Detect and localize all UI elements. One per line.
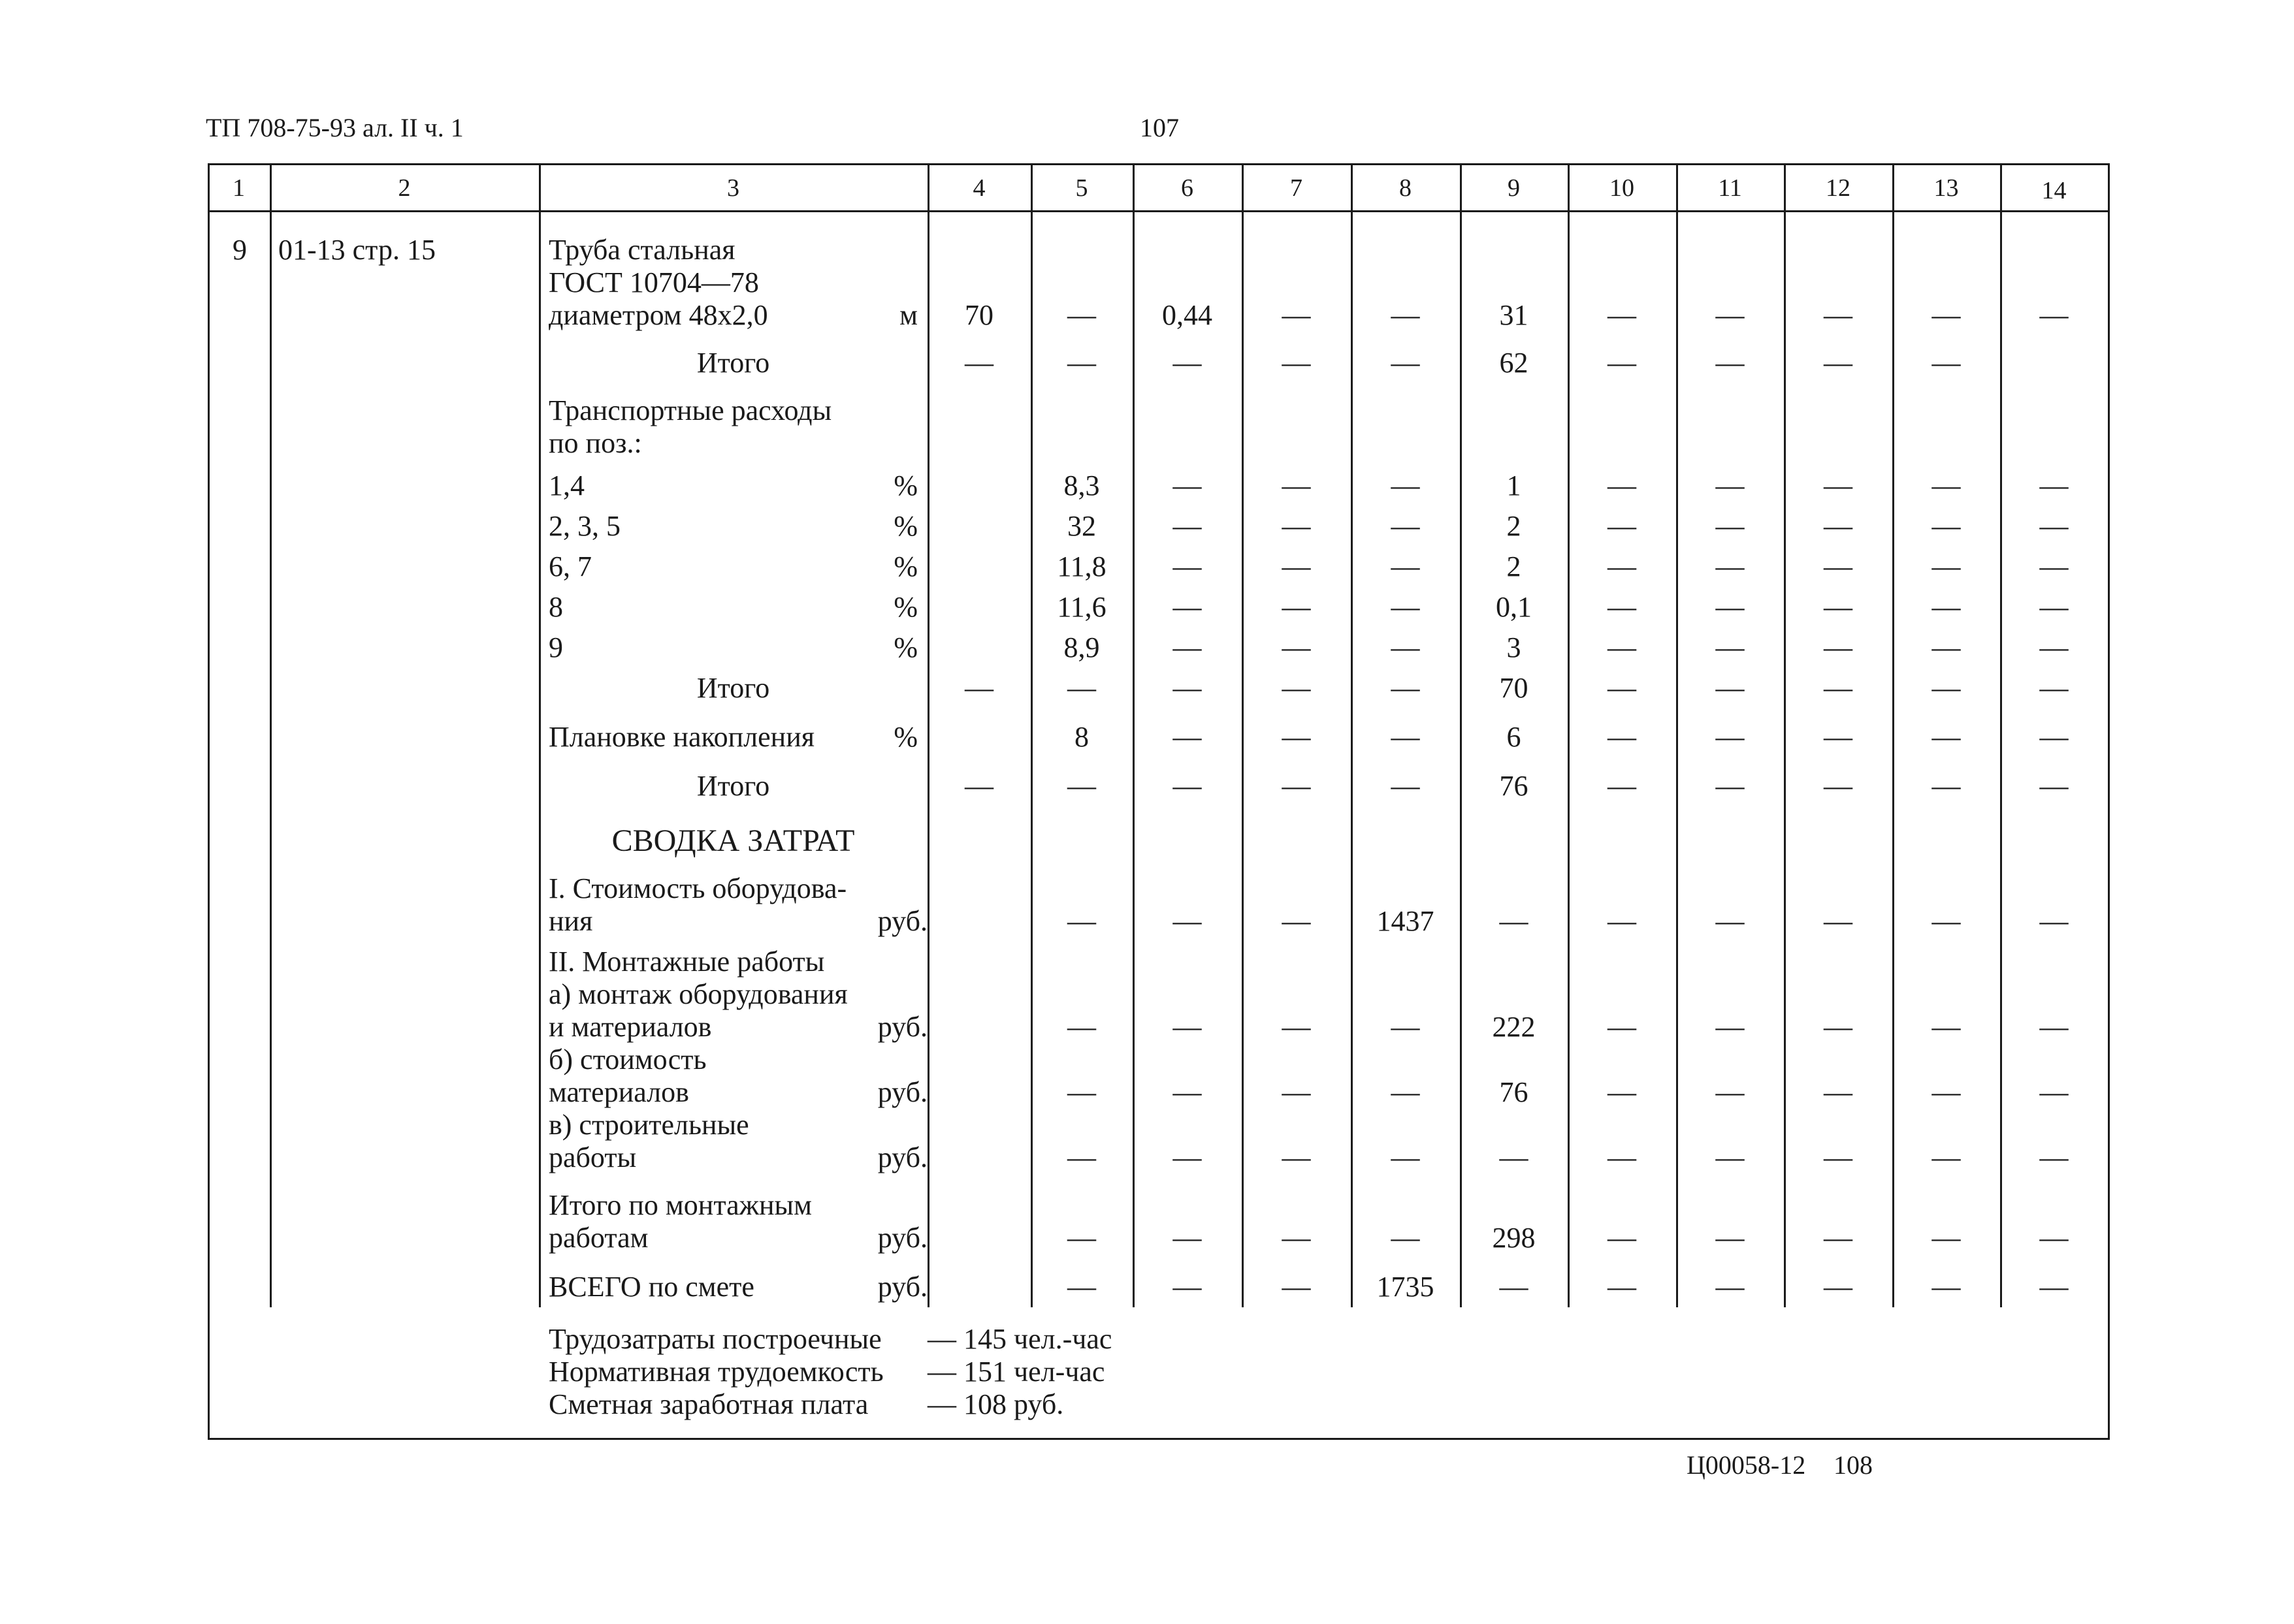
- summary-title: СВОДКА ЗАТРАТ: [611, 823, 855, 858]
- cell-c9: —: [1499, 1271, 1528, 1303]
- cell-c6: —: [1172, 347, 1202, 379]
- cell-c11: —: [1715, 299, 1745, 331]
- cell-c6: —: [1172, 905, 1202, 937]
- cell-c8: —: [1391, 591, 1420, 623]
- cell-c14: —: [2039, 1011, 2069, 1043]
- equipment-label-cont: ния: [549, 905, 593, 937]
- cell-c8: —: [1391, 1011, 1420, 1043]
- cell-c12: —: [1824, 591, 1852, 623]
- cell-c13: —: [1931, 1222, 1961, 1254]
- cell-c12: —: [1824, 510, 1852, 542]
- cell-c5: 8,3: [1063, 470, 1100, 502]
- cell-c4: —: [965, 672, 994, 704]
- cell-c11: —: [1715, 1141, 1745, 1173]
- cell-c13: —: [1931, 721, 1961, 753]
- cell-c7: —: [1282, 770, 1311, 802]
- cell-c8: —: [1391, 550, 1420, 582]
- cell-c8: —: [1391, 770, 1420, 802]
- cell-c13: —: [1931, 299, 1961, 331]
- cell-c13: —: [1931, 1076, 1961, 1108]
- cell-c7: —: [1282, 591, 1311, 623]
- cell-c8: —: [1391, 1076, 1420, 1108]
- cell-c10: —: [1607, 1222, 1636, 1254]
- cell-c13: —: [1931, 550, 1961, 582]
- transport-position: 9: [549, 631, 563, 663]
- cell-c11: —: [1715, 347, 1745, 379]
- install-b-label-cont: материалов: [549, 1076, 689, 1108]
- cell-c14: —: [2039, 1222, 2069, 1254]
- cell-c11: —: [1715, 591, 1745, 623]
- install-total-label-cont: работам: [549, 1222, 649, 1254]
- item-size: диаметром 48х2,0: [549, 299, 768, 331]
- cell-c10: —: [1607, 510, 1636, 542]
- column-header: 7: [1290, 174, 1302, 202]
- note-label: Нормативная трудоемкость: [549, 1356, 884, 1388]
- cell-c11: —: [1715, 770, 1745, 802]
- install-a-label: а) монтаж оборудования: [549, 978, 848, 1010]
- column-header: 6: [1181, 174, 1193, 202]
- install-b-label: б) стоимость: [549, 1043, 707, 1075]
- cell-c7: —: [1282, 721, 1311, 753]
- transport-position: 1,4: [549, 470, 585, 502]
- cell-c12: —: [1824, 347, 1852, 379]
- cell-c12: —: [1824, 721, 1852, 753]
- cell-c11: —: [1715, 1076, 1745, 1108]
- cell-c14: —: [2039, 631, 2069, 663]
- cell-c6: —: [1172, 591, 1202, 623]
- cell-c10: —: [1607, 905, 1636, 937]
- cell-c8: 1735: [1376, 1271, 1434, 1303]
- unit: руб.: [877, 1141, 928, 1173]
- cell-c5: 11,6: [1057, 591, 1107, 623]
- column-header: 10: [1609, 174, 1634, 202]
- cell-c10: —: [1607, 770, 1636, 802]
- cell-c12: —: [1824, 1141, 1852, 1173]
- cell-c6: —: [1172, 1271, 1202, 1303]
- unit: руб.: [877, 905, 928, 937]
- cell-c8: —: [1391, 1222, 1420, 1254]
- cell-c6: —: [1172, 721, 1202, 753]
- transport-position: 8: [549, 591, 563, 623]
- unit: %: [894, 591, 918, 623]
- cell-c5: —: [1067, 905, 1096, 937]
- cell-c10: —: [1607, 631, 1636, 663]
- cell-c11: —: [1715, 1011, 1745, 1043]
- cell-c5: 8: [1074, 721, 1089, 753]
- transport-position: 2, 3, 5: [549, 510, 621, 542]
- cell-c5: —: [1067, 1011, 1096, 1043]
- cell-c5: —: [1067, 672, 1096, 704]
- table-bottom-border: [208, 1438, 2110, 1440]
- cell-c5: —: [1067, 1076, 1096, 1108]
- column-header: 12: [1826, 174, 1850, 202]
- cell-c7: —: [1282, 1011, 1311, 1043]
- cell-c10: —: [1607, 299, 1636, 331]
- column-header: 3: [727, 174, 739, 202]
- grand-total-label: ВСЕГО по смете: [549, 1271, 754, 1303]
- column-header: 13: [1933, 174, 1959, 202]
- install-total-label: Итого по монтажным: [549, 1189, 812, 1221]
- cell-c12: —: [1824, 672, 1852, 704]
- cell-c14: —: [2039, 550, 2069, 582]
- cell-c5: 32: [1067, 510, 1096, 542]
- cell-c6: —: [1172, 631, 1202, 663]
- cell-c9: 6: [1506, 721, 1521, 753]
- cell-c10: —: [1607, 591, 1636, 623]
- cell-c12: —: [1824, 550, 1852, 582]
- cell-c7: —: [1282, 510, 1311, 542]
- cell-c14: —: [2039, 1076, 2069, 1108]
- cell-c9: 222: [1492, 1011, 1536, 1043]
- sheet-number: 108: [1834, 1450, 1873, 1480]
- cell-c9: —: [1499, 1141, 1528, 1173]
- cell-c10: —: [1607, 1271, 1636, 1303]
- col-sep: [539, 163, 541, 1307]
- item-name: Труба стальная: [549, 234, 735, 266]
- table-right-border: [2108, 163, 2110, 1440]
- cell-c5: —: [1067, 299, 1096, 331]
- cell-c9: 76: [1499, 1076, 1528, 1108]
- sheet-code: Ц00058-12: [1687, 1450, 1806, 1480]
- page-number: 107: [1140, 113, 1179, 142]
- cell-c14: —: [2039, 510, 2069, 542]
- cell-c6: 0,44: [1162, 299, 1212, 331]
- col-sep: [270, 163, 272, 1307]
- cell-c8: —: [1391, 1141, 1420, 1173]
- cell-c10: —: [1607, 672, 1636, 704]
- cell-c5: —: [1067, 1141, 1096, 1173]
- cell-c4: —: [965, 770, 994, 802]
- unit: %: [894, 550, 918, 582]
- cell-c11: —: [1715, 510, 1745, 542]
- cell-c13: —: [1931, 1271, 1961, 1303]
- cell-c13: —: [1931, 510, 1961, 542]
- subtotal-label: Итого: [696, 672, 770, 704]
- cell-c4: —: [965, 347, 994, 379]
- cell-c9: 298: [1492, 1222, 1536, 1254]
- cell-c9: 0,1: [1496, 591, 1532, 623]
- note-label: Трудозатраты построечные: [549, 1323, 882, 1355]
- row-reference: 01-13 стр. 15: [278, 234, 436, 266]
- cell-c6: —: [1172, 510, 1202, 542]
- unit: руб.: [877, 1271, 928, 1303]
- estimate-table: [208, 163, 2110, 1440]
- cell-c6: —: [1172, 672, 1202, 704]
- cell-c8: 1437: [1376, 905, 1434, 937]
- cell-c6: —: [1172, 550, 1202, 582]
- cell-c11: —: [1715, 470, 1745, 502]
- unit: %: [894, 470, 918, 502]
- unit: %: [894, 631, 918, 663]
- cell-c10: —: [1607, 550, 1636, 582]
- cell-c14: —: [2039, 672, 2069, 704]
- column-header: 1: [233, 174, 245, 202]
- cell-c11: —: [1715, 905, 1745, 937]
- unit: руб.: [877, 1011, 928, 1043]
- cell-c9: 2: [1506, 550, 1521, 582]
- cell-c7: —: [1282, 470, 1311, 502]
- cell-c9: 70: [1499, 672, 1528, 704]
- note-label: Сметная заработная плата: [549, 1388, 869, 1420]
- cell-c14: —: [2039, 591, 2069, 623]
- cell-c14: —: [2039, 1271, 2069, 1303]
- note-value: — 145 чел.-час: [928, 1323, 1112, 1355]
- cell-c9: 2: [1506, 510, 1521, 542]
- cell-c7: —: [1282, 1271, 1311, 1303]
- cell-c14: —: [2039, 770, 2069, 802]
- cell-c10: —: [1607, 347, 1636, 379]
- cell-c7: —: [1282, 672, 1311, 704]
- column-header: 14: [2041, 177, 2067, 204]
- subtotal-label: Итого: [696, 770, 770, 802]
- cell-c6: —: [1172, 1011, 1202, 1043]
- column-header: 11: [1718, 174, 1742, 202]
- cell-c8: —: [1391, 510, 1420, 542]
- column-header: 5: [1075, 174, 1088, 202]
- cell-c7: —: [1282, 1222, 1311, 1254]
- cell-c9: 62: [1499, 347, 1528, 379]
- column-header: 8: [1399, 174, 1412, 202]
- column-header: 2: [398, 174, 411, 202]
- cell-c12: —: [1824, 770, 1852, 802]
- cell-c5: —: [1067, 347, 1096, 379]
- cell-c5: —: [1067, 1222, 1096, 1254]
- unit: %: [894, 510, 918, 542]
- column-header: 4: [973, 174, 986, 202]
- note-value: — 108 руб.: [928, 1388, 1064, 1420]
- header-bottom-border: [208, 210, 2110, 212]
- cell-c14: —: [2039, 721, 2069, 753]
- unit: руб.: [877, 1076, 928, 1108]
- unit: руб.: [877, 1222, 928, 1254]
- table-top-border: [208, 163, 2110, 165]
- cell-c12: —: [1824, 1271, 1852, 1303]
- cell-c13: —: [1931, 470, 1961, 502]
- cell-c7: —: [1282, 299, 1311, 331]
- unit: м: [899, 299, 918, 331]
- cell-c7: —: [1282, 905, 1311, 937]
- cell-c13: —: [1931, 1011, 1961, 1043]
- cell-c14: —: [2039, 1141, 2069, 1173]
- cell-c5: —: [1067, 770, 1096, 802]
- cell-c8: —: [1391, 672, 1420, 704]
- cell-c13: —: [1931, 770, 1961, 802]
- cell-c8: —: [1391, 631, 1420, 663]
- transport-subtitle: по поз.:: [549, 427, 642, 459]
- transport-position: 6, 7: [549, 550, 592, 582]
- cell-c10: —: [1607, 1011, 1636, 1043]
- cell-c13: —: [1931, 905, 1961, 937]
- cell-c13: —: [1931, 1141, 1961, 1173]
- subtotal-label: Итого: [696, 347, 770, 379]
- cell-c10: —: [1607, 1076, 1636, 1108]
- install-c-label: в) строительные: [549, 1109, 749, 1141]
- cell-c14: —: [2039, 299, 2069, 331]
- cell-c12: —: [1824, 631, 1852, 663]
- col-sep: [928, 163, 929, 1307]
- cell-c12: —: [1824, 1011, 1852, 1043]
- cell-c5: 11,8: [1057, 550, 1107, 582]
- cell-c5: —: [1067, 1271, 1096, 1303]
- cell-c11: —: [1715, 672, 1745, 704]
- cell-c8: —: [1391, 347, 1420, 379]
- cell-c9: 3: [1506, 631, 1521, 663]
- cell-c6: —: [1172, 770, 1202, 802]
- item-standard: ГОСТ 10704—78: [549, 266, 759, 298]
- savings-label: Плановке накопления: [549, 721, 815, 753]
- cell-c11: —: [1715, 721, 1745, 753]
- document-code: ТП 708-75-93 ал. II ч. 1: [206, 113, 464, 142]
- cell-c10: —: [1607, 721, 1636, 753]
- row-position: 9: [233, 234, 247, 266]
- cell-c8: —: [1391, 721, 1420, 753]
- column-header: 9: [1508, 174, 1520, 202]
- cell-c6: —: [1172, 1076, 1202, 1108]
- install-a-label-cont: и материалов: [549, 1011, 712, 1043]
- cell-c7: —: [1282, 550, 1311, 582]
- cell-c7: —: [1282, 347, 1311, 379]
- cell-c13: —: [1931, 347, 1961, 379]
- cell-c12: —: [1824, 1222, 1852, 1254]
- transport-title: Транспортные расходы: [549, 394, 832, 426]
- cell-c12: —: [1824, 905, 1852, 937]
- note-value: — 151 чел-час: [928, 1356, 1105, 1388]
- cell-c6: —: [1172, 1141, 1202, 1173]
- cell-c8: —: [1391, 299, 1420, 331]
- cell-c11: —: [1715, 631, 1745, 663]
- cell-c14: —: [2039, 470, 2069, 502]
- cell-c11: —: [1715, 1222, 1745, 1254]
- cell-c9: —: [1499, 905, 1528, 937]
- cell-c12: —: [1824, 470, 1852, 502]
- install-c-label-cont: работы: [549, 1141, 637, 1173]
- cell-c11: —: [1715, 1271, 1745, 1303]
- cell-c7: —: [1282, 1076, 1311, 1108]
- cell-c10: —: [1607, 1141, 1636, 1173]
- cell-c13: —: [1931, 672, 1961, 704]
- cell-c6: —: [1172, 470, 1202, 502]
- cell-c4: 70: [965, 299, 994, 331]
- equipment-label: I. Стоимость оборудова-: [549, 872, 847, 904]
- cell-c14: —: [2039, 905, 2069, 937]
- table-left-border: [208, 163, 210, 1440]
- unit: %: [894, 721, 918, 753]
- cell-c9: 1: [1506, 470, 1521, 502]
- cell-c13: —: [1931, 631, 1961, 663]
- cell-c8: —: [1391, 470, 1420, 502]
- cell-c5: 8,9: [1063, 631, 1100, 663]
- cell-c10: —: [1607, 470, 1636, 502]
- cell-c11: —: [1715, 550, 1745, 582]
- cell-c9: 31: [1499, 299, 1528, 331]
- cell-c12: —: [1824, 299, 1852, 331]
- install-title: II. Монтажные работы: [549, 946, 825, 978]
- cell-c7: —: [1282, 1141, 1311, 1173]
- cell-c12: —: [1824, 1076, 1852, 1108]
- cell-c7: —: [1282, 631, 1311, 663]
- cell-c9: 76: [1499, 770, 1528, 802]
- cell-c6: —: [1172, 1222, 1202, 1254]
- cell-c13: —: [1931, 591, 1961, 623]
